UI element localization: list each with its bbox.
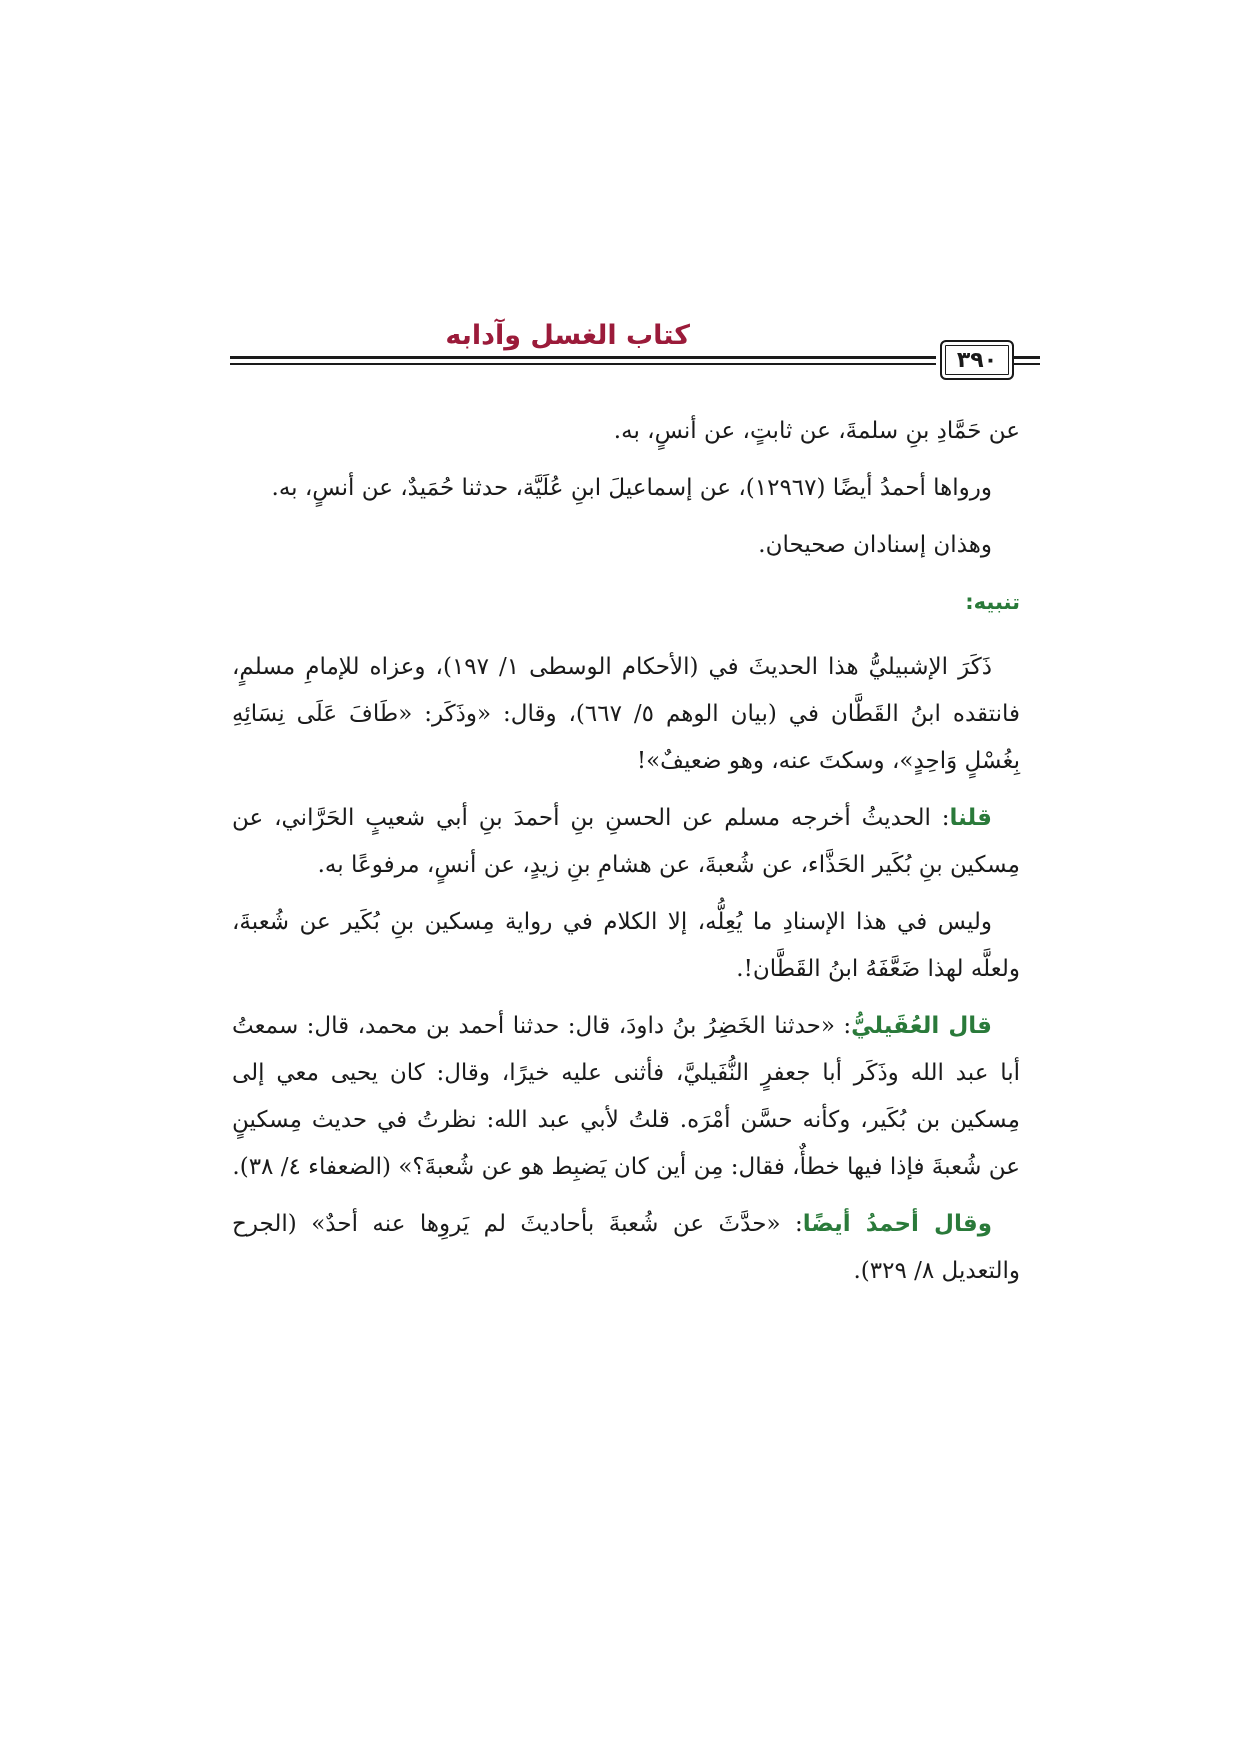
- note-label: تنبيه:: [965, 590, 1020, 614]
- paragraph-7-lead: قال العُقَيليُّ: [851, 1013, 992, 1039]
- paragraph-7: [232, 1003, 1020, 1191]
- paragraph-2: ورواها أحمدُ أيضًا (١٢٩٦٧)، عن إسماعيلَ ابنِ عُلَيَّة، حدثنا حُمَيدٌ، عن أنسٍ، به.: [271, 475, 992, 501]
- paragraph-7-text: : «حدثنا الخَضِرُ بنُ داودَ، قال: حدثنا أحمد بن محمد، قال: سمعتُ أبا عبد الله وذَكَر أبا جعفرٍ النُّفَيليَّ، فأثنى عليه خيرًا، وقال: كان يحيى معي إلى مِسكين بن بُكَير، وكأنه حسَّن أمْرَه. قلتُ لأبي عبد الله: نظرتُ في حديث مِسكينٍ عن شُعبةَ فإذا فيها خطأٌ، فقال: مِن أين كان يَضبِط هو عن شُعبةَ؟» (الضعفاء ٤/ ٣٨).: [232, 1013, 1020, 1180]
- paragraph-5-text: : الحديثُ أخرجه مسلم عن الحسنِ بنِ أحمدَ بنِ أبي شعيبٍ الحَرَّاني، عن مِسكين بنِ بُكَير الحَذَّاء، عن شُعبةَ، عن هشامِ بنِ زيدٍ، عن أنسٍ، مرفوعًا به.: [232, 805, 1020, 878]
- header-rule-right-top: [1014, 356, 1040, 359]
- paragraph-8-lead: وقال أحمدُ أيضًا: [802, 1211, 993, 1237]
- paragraph-8: [232, 1201, 1020, 1295]
- page-header: [230, 310, 1020, 390]
- paragraph-3: وهذان إسنادان صحيحان.: [758, 532, 992, 558]
- book-title: كتاب الغسل وآدابه: [445, 320, 690, 351]
- page-body: [232, 408, 1020, 1305]
- paragraph-4: ذَكَرَ الإشبيليُّ هذا الحديثَ في (الأحكام الوسطى ١/ ١٩٧)، وعزاه للإمامِ مسلمٍ، فانتقده ابنُ القَطَّان في (بيان الوهم ٥/ ٦٦٧)، وقال: «وذَكَر: «طَافَ عَلَى نِسَائِهِ بِغُسْلٍ وَاحِدٍ»، وسكتَ عنه، وهو ضعيفٌ»!: [232, 654, 1020, 774]
- header-rule-right-bottom: [1014, 363, 1040, 365]
- page-number: ٣٩٠: [940, 340, 1014, 380]
- header-rule-top: [230, 356, 936, 359]
- paragraph-5: [232, 795, 1020, 889]
- paragraph-5-lead: قلنا: [949, 805, 992, 831]
- paragraph-8-text: : «حدَّثَ عن شُعبةَ بأحاديثَ لم يَروِها عنه أحدٌ» (الجرح والتعديل ٨/ ٣٢٩).: [232, 1211, 1020, 1284]
- paragraph-1: عن حَمَّادِ بنِ سلمةَ، عن ثابتٍ، عن أنسٍ، به.: [613, 418, 1020, 444]
- paragraph-6: وليس في هذا الإسنادِ ما يُعِلُّه، إلا الكلام في رواية مِسكين بنِ بُكَير عن شُعبةَ، ولعلَّه لهذا ضَعَّفَهُ ابنُ القَطَّان!.: [232, 909, 1020, 982]
- header-rule-bottom: [230, 363, 936, 365]
